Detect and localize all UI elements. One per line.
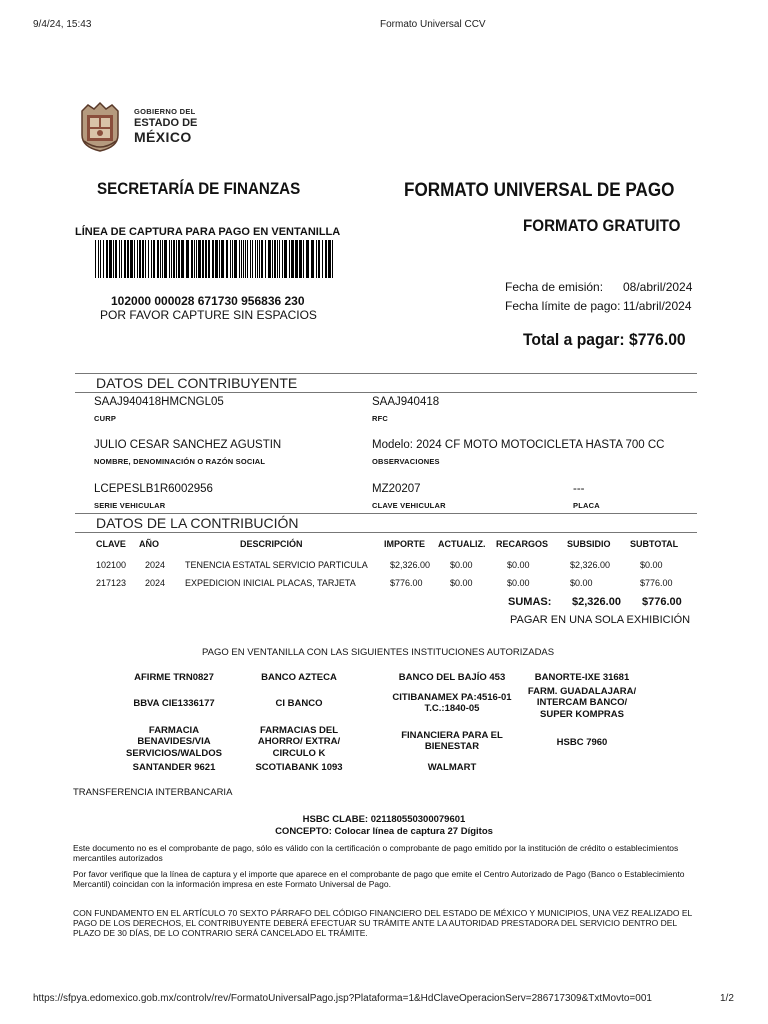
pago-exhibicion: PAGAR EN UNA SOLA EXHIBICIÓN (510, 614, 691, 626)
bank-item: BANCO AZTECA (261, 672, 337, 683)
print-url: https://sfpya.edomexico.gob.mx/controlv/rev/FormatoUniversalPago.jsp?Plataforma=1&HdClaveOperacionServ=286717309&TxtMovto=001 (33, 993, 652, 1004)
curp-value: SAAJ940418HMCNGL05 (94, 396, 224, 408)
fecha-limite-label: Fecha límite de pago: (505, 299, 621, 313)
table-cell: $0.00 (507, 578, 530, 588)
bank-item: CITIBANAMEX PA:4516-01 T.C.:1840-05 (392, 692, 512, 715)
rfc-label: RFC (372, 414, 389, 423)
transferencia-label: TRANSFERENCIA INTERBANCARIA (73, 787, 233, 798)
print-datetime: 9/4/24, 15:43 (33, 19, 92, 30)
document-subtitle: FORMATO GRATUITO (523, 217, 681, 235)
hsbc-clabe: HSBC CLABE: 021180550300079601 (302, 814, 466, 825)
bank-item: FARM. GUADALAJARA/ INTERCAM BANCO/ SUPER KOMPRAS (527, 686, 637, 720)
table-cell: $0.00 (450, 560, 473, 570)
bank-item: FINANCIERA PARA EL BIENESTAR (401, 730, 503, 753)
col-header-anio: AÑO (139, 539, 159, 549)
contribucion-title: DATOS DE LA CONTRIBUCIÓN (96, 515, 299, 531)
placa-label: PLACA (573, 501, 600, 510)
table-cell: 102100 (96, 560, 127, 570)
table-cell: $0.00 (450, 578, 473, 588)
bank-item: WALMART (427, 762, 477, 773)
bank-item: HSBC 7960 (556, 737, 608, 748)
total-value: $776.00 (628, 331, 686, 349)
print-page-number: 1/2 (720, 993, 734, 1004)
linea-captura-label: LÍNEA DE CAPTURA PARA PAGO EN VENTANILLA (75, 226, 341, 238)
table-cell: $0.00 (570, 578, 593, 588)
observaciones-value: Modelo: 2024 CF MOTO MOTOCICLETA HASTA 700 CC (372, 439, 665, 451)
sumas-subsidio: $2,326.00 (572, 596, 621, 608)
print-page-title: Formato Universal CCV (380, 19, 486, 30)
captura-number: 102000 000028 671730 956836 230 (111, 294, 305, 308)
divider (75, 532, 697, 533)
bank-item: FARMACIAS DEL AHORRO/ EXTRA/ CIRCULO K (257, 725, 341, 759)
table-cell: $776.00 (390, 578, 423, 588)
barcode (95, 240, 335, 278)
divider (75, 513, 697, 514)
captura-note: POR FAVOR CAPTURE SIN ESPACIOS (100, 308, 317, 322)
serie-label: SERIE VEHICULAR (94, 501, 166, 510)
document-title: FORMATO UNIVERSAL DE PAGO (404, 180, 675, 201)
instituciones-title: PAGO EN VENTANILLA CON LAS SIGUIENTES INSTITUCIONES AUTORIZADAS (202, 647, 555, 658)
table-cell: $0.00 (507, 560, 530, 570)
bank-item: BANORTE-IXE 31681 (534, 672, 630, 683)
total-a-pagar (523, 331, 686, 350)
total-label: Total a pagar: (523, 331, 625, 349)
bank-item: FARMACIA BENAVIDES/VIA SERVICIOS/WALDOS (126, 725, 222, 759)
secretaria-heading: SECRETARÍA DE FINANZAS (97, 180, 301, 198)
fecha-emision-label: Fecha de emisión: (505, 280, 604, 294)
table-cell: $0.00 (640, 560, 663, 570)
curp-label: CURP (94, 414, 117, 423)
coat-of-arms-logo (78, 101, 122, 153)
note-paragraph-1: Este documento no es el comprobante de pago, sólo es válido con la certificación o comprobante de pago emitido por la institución de crédito o establecimientos mercantiles autorizados (73, 843, 679, 864)
note-paragraph-2: Por favor verifique que la línea de captura y el importe que aparece en el comprobante de pago que emite el Centro Autorizado de Pago (Banco o Establecimiento Mercantil) coincidan con la información impresa en este Formato Universal de Pago. (73, 869, 685, 890)
logo-line1: GOBIERNO DEL (134, 107, 196, 116)
bank-item: AFIRME TRN0827 (134, 672, 214, 683)
note-paragraph-3: CON FUNDAMENTO EN EL ARTÍCULO 70 SEXTO PÁRRAFO DEL CÓDIGO FINANCIERO DEL ESTADO DE MÉXICO Y MUNICIPIOS, UNA VEZ REALIZADO EL PAGO DE LOS DERECHOS, EL CONTRIBUYENTE DEBERÁ EFECTUAR SU TRÁMITE ANTE LA AUTORIDAD PRESTADORA DEL SERVICIO DENTRO DEL PLAZO DE 30 DÍAS, DE LO CONTRARIO SERÁ CANCELADO EL TRÁMITE. (73, 908, 692, 939)
bank-item: SANTANDER 9621 (132, 762, 216, 773)
bank-item: BBVA CIE1336177 (133, 698, 215, 709)
col-header-subtotal: SUBTOTAL (630, 539, 679, 549)
nombre-label: NOMBRE, DENOMINACIÓN O RAZÓN SOCIAL (94, 457, 266, 466)
bank-item: BANCO DEL BAJÍO 453 (398, 672, 506, 683)
logo-line3: MÉXICO (134, 128, 192, 145)
divider (75, 373, 697, 374)
clave-vehicular-value: MZ20207 (372, 483, 421, 495)
col-header-recargos: RECARGOS (496, 539, 549, 549)
divider (75, 392, 697, 393)
col-header-descripcion: DESCRIPCIÓN (240, 539, 303, 549)
table-cell: 2024 (145, 578, 166, 588)
bank-item: CI BANCO (275, 698, 323, 709)
col-header-actualiz: ACTUALIZ. (438, 539, 486, 549)
table-cell: TENENCIA ESTATAL SERVICIO PARTICULA (185, 560, 368, 570)
table-cell: $2,326.00 (390, 560, 431, 570)
rfc-value: SAAJ940418 (372, 396, 440, 408)
bank-item: SCOTIABANK 1093 (255, 762, 343, 773)
col-header-clave: CLAVE (96, 539, 126, 549)
contribuyente-title: DATOS DEL CONTRIBUYENTE (96, 375, 298, 391)
table-cell: 2024 (145, 560, 166, 570)
col-header-importe: IMPORTE (384, 539, 426, 549)
table-cell: EXPEDICION INICIAL PLACAS, TARJETA (185, 578, 356, 588)
government-logo-text (134, 108, 197, 144)
table-cell: $776.00 (640, 578, 673, 588)
placa-value: --- (573, 483, 585, 495)
col-header-subsidio: SUBSIDIO (567, 539, 611, 549)
fecha-emision-value: 08/abril/2024 (623, 280, 693, 294)
sumas-label: SUMAS: (508, 596, 552, 608)
sumas-subtotal: $776.00 (642, 596, 682, 608)
fecha-limite-value: 11/abril/2024 (623, 299, 692, 313)
clave-vehicular-label: CLAVE VEHICULAR (372, 501, 446, 510)
concepto: CONCEPTO: Colocar línea de captura 27 Dígitos (275, 826, 493, 837)
observaciones-label: OBSERVACIONES (372, 457, 440, 466)
nombre-value: JULIO CESAR SANCHEZ AGUSTIN (94, 439, 282, 451)
table-cell: $2,326.00 (570, 560, 611, 570)
table-cell: 217123 (96, 578, 127, 588)
serie-value: LCEPESLB1R6002956 (94, 483, 213, 495)
logo-line2: ESTADO DE (134, 116, 198, 129)
